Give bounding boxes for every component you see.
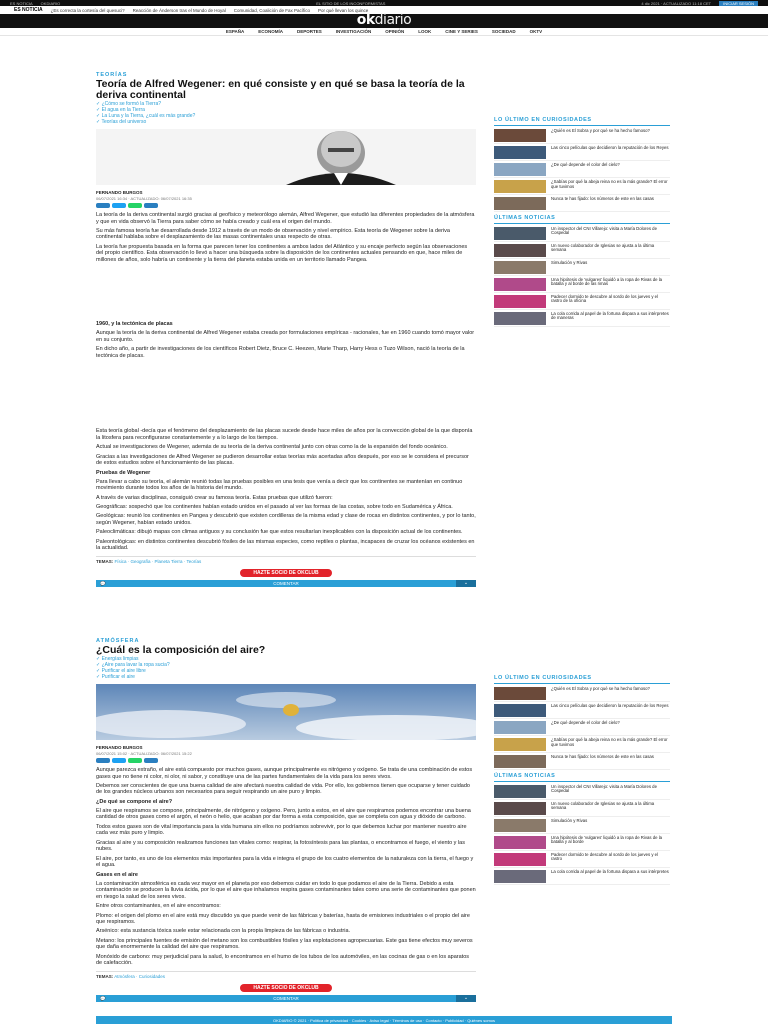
sidebar-news-item[interactable] bbox=[494, 870, 670, 885]
nav-item-opinion[interactable]: OPINIÓN bbox=[385, 28, 405, 34]
sidebar-news-item[interactable] bbox=[494, 295, 670, 310]
sidebar-item-text: ¿Quién es El Sobra y por qué se ha hecho famoso? bbox=[551, 127, 650, 133]
article-subheading: 1960, y la tectónica de placas bbox=[96, 321, 173, 328]
sidebar-item-text: Padecer dormido te descubre al sordo de los jueves y el rastro bbox=[551, 851, 659, 862]
share-buttons bbox=[96, 758, 476, 763]
sidebar-news-title: ÚLTIMAS NOTICIAS bbox=[494, 216, 670, 224]
sidebar-latest-item[interactable] bbox=[494, 180, 670, 195]
sidebar-latest-item[interactable] bbox=[494, 721, 670, 736]
sidebar-item-text: ¿Sabías por qué la abeja reina no es la más grande? El error que tuvimos bbox=[551, 178, 668, 189]
article-paragraph: Plomo: el origen del plomo en el aire está muy discutido ya que puede venir de las fábricas y baterías, hasta de emisiones industriales o el propio del aire que respiramos. bbox=[96, 912, 470, 925]
article-paragraph: Geográficas: sospechó que los continentes habían estado unidos en el pasado al ver las formas de las costas, sobre todo en Sudamérica y África. bbox=[96, 503, 453, 510]
sidebar-latest-item[interactable] bbox=[494, 687, 670, 702]
article-paragraph: Monóxido de carbono: muy perjudicial para la salud, lo encontramos en el humo de los tubos de los automóviles, en las cocinas de gas o en los aparatos de calefacción. bbox=[96, 953, 469, 967]
article-subheading: ¿De qué se compone el aire? bbox=[96, 798, 173, 805]
logo-diario: diario bbox=[374, 12, 412, 29]
thumbnail-image bbox=[494, 853, 546, 866]
facebook-share-icon[interactable] bbox=[96, 203, 110, 208]
sidebar-latest-item[interactable] bbox=[494, 129, 670, 144]
article-paragraph: Arsénico: esta sustancia tóxica suele estar relacionada con la propia limpieza de las fábricas o industria. bbox=[96, 928, 351, 935]
thumbnail-image bbox=[494, 278, 546, 291]
sidebar-news-item[interactable] bbox=[494, 836, 670, 851]
nav-item-economia[interactable]: ECONOMÍA bbox=[258, 28, 283, 34]
nav-item-espana[interactable]: ESPAÑA bbox=[225, 28, 245, 34]
sidebar-news-item[interactable] bbox=[494, 244, 670, 259]
article-paragraph: Paleontológicas: en distintos continentes descubrió fósiles de las mismas especies, como reptiles o plantas, incapaces de cruzar los océanos existentes en la actualidad. bbox=[96, 538, 475, 552]
login-button[interactable]: INICIAR SESIÓN bbox=[719, 1, 758, 6]
sidebar-latest-item[interactable] bbox=[494, 146, 670, 161]
site-footer bbox=[96, 1016, 672, 1024]
sidebar-latest-item[interactable] bbox=[494, 197, 670, 212]
twitter-share-icon[interactable] bbox=[112, 758, 126, 763]
article-paragraph: Para llevar a cabo su teoría, el alemán reunió todas las pruebas posibles en una tesis que venía a decir que los continentes se mantenían en continuo movimiento durante todos los años de la historia del mundo. bbox=[96, 478, 463, 492]
site-header bbox=[0, 14, 768, 28]
email-share-icon[interactable] bbox=[144, 203, 158, 208]
thumbnail-image bbox=[494, 261, 546, 274]
sidebar-bottom bbox=[494, 676, 670, 887]
publish-date: 06/07/2021 16:34 · ACTUALIZADO: 06/07/2021 16:35 bbox=[96, 196, 192, 202]
nav-item-look[interactable]: LOOK bbox=[418, 28, 432, 34]
article-paragraph: Gracias a las investigaciones de Alfred Wegener se pudieron desarrollar estas teorías más acertadas años después, por eso se le considera el precursor de estos estudios sobre el funcionamiento de las placas. bbox=[96, 453, 469, 467]
thumbnail-image bbox=[494, 163, 546, 176]
sidebar-latest-item[interactable] bbox=[494, 163, 670, 178]
related-link[interactable]: ✓ El agua en la Tierra bbox=[96, 107, 476, 113]
okclub-button[interactable]: HAZTE SOCIO DE OKCLUB bbox=[240, 984, 332, 992]
article-paragraph: Geológicas: reunió los continentes en Pangea y descubrió que existen cordilleras de la misma edad y clase de rocas en distintos continentes, y por lo tanto, según Wegener, habían estado unidos. bbox=[96, 513, 476, 526]
footer-links[interactable]: OKDIARIO © 2021 · Política de privacidad · Cookies · Aviso legal · Términos de uso · Contacto · Publicidad · Quiénes somos bbox=[272, 1017, 495, 1023]
comment-bar[interactable] bbox=[96, 995, 476, 1002]
nav-item-cine[interactable]: CINE Y SERIES bbox=[445, 28, 478, 34]
sidebar-news-item[interactable] bbox=[494, 312, 670, 327]
sidebar-news-item[interactable] bbox=[494, 785, 670, 800]
article-paragraph: Metano: los principales fuentes de emisión del metano son los combustibles fósiles y las explotaciones agropecuarias. Este gas tiene efectos muy severos que daña enormemente la calidad del aire que respiramos. bbox=[96, 937, 473, 951]
sidebar-item-text: Las cinco películas que decidieron la reputación de los Reyes bbox=[551, 144, 669, 150]
article-paragraph: Entre otros contaminantes, en el aire encontramos: bbox=[96, 903, 221, 910]
article-paragraph: Actual se investigaciones de Wegener, además de su teoría de la deriva continental junto con otras como la de la expansión del fondo oceánico. bbox=[96, 444, 448, 451]
article-paragraph: Debemos ser conscientes de que una buena calidad de aire afectará nuestra calidad de vida. Por ello, los gobiernos tienen que ocuparse y tener cuidado de los grandes núcleos urbanos son necesarios para seguir respirando un aire puro y limpio. bbox=[96, 782, 470, 796]
sidebar-news-item[interactable] bbox=[494, 853, 670, 868]
sidebar-latest-title: LO ÚLTIMO EN CURIOSIDADES bbox=[494, 118, 670, 126]
sky-clouds-image bbox=[96, 684, 476, 740]
article-paragraph: Su más famosa teoría fue desarrollada desde 1912 a través de un modo de observación y nivel empírico. Esta teoría de Wegener sobre la deriva continental hablaba sobre el desplazamiento de las masas continentales unas respecto de otras. bbox=[96, 228, 450, 241]
thumbnail-image bbox=[494, 785, 546, 798]
facebook-share-icon[interactable] bbox=[96, 758, 110, 763]
comment-label: COMENTAR bbox=[273, 580, 299, 586]
article-air bbox=[96, 638, 476, 1002]
article-paragraph: La teoría fue propuesta basada en la forma que parecen tener los continentes a ambos lados del Atlántico y su encaje perfecto según las observaciones del propio científico. Esta observación lo llevó a hacer una búsqueda sobre la disposición de los continentes actuales pensando en que, hace miles de millones de años, solo habría un continente y la tierra del planeta estaba unida en un territorio llamado Pangea. bbox=[96, 243, 468, 263]
thumbnail-image bbox=[494, 129, 546, 142]
article-paragraph: En dicho año, a partir de investigaciones de los científicos Robert Dietz, Bruce C. Heezen, Marie Tharp, Harry Hess o Tuzo Wilson, nació la teoría de la tectónica de placas. bbox=[96, 346, 465, 359]
ticker-item[interactable]: ¿Es correcta la cortesía del quesuci? bbox=[50, 7, 125, 13]
topics-links[interactable]: Atmósfera · Curiosidades bbox=[114, 973, 166, 979]
thumbnail-image bbox=[494, 870, 546, 883]
article-paragraph: El aire, por tanto, es uno de los elementos más importantes para la vida e integra el grupo de los cuatro elementos de la naturaleza con la tierra, el fuego y el agua. bbox=[96, 855, 474, 869]
thumbnail-image bbox=[494, 721, 546, 734]
ticker-label: ES NOTICIA bbox=[14, 7, 43, 14]
topbar-date: 4 dic 2021 · ACTUALIZADO 11:18 CET bbox=[641, 0, 712, 6]
sidebar-item-text: ¿Quién es El Sobra y por qué se ha hecho famoso? bbox=[551, 685, 650, 691]
topbar-tagline: EL SITIO DE LOS INCONFORMISTAS bbox=[316, 0, 386, 6]
thumbnail-image bbox=[494, 704, 546, 717]
sidebar-item-text: Una hipótesis de 'vulgares' liquidó a la ropa de Rivas de la batalla y al borde bbox=[551, 834, 663, 845]
chevron-down-icon[interactable]: ⌄ bbox=[456, 995, 476, 1002]
sidebar-item-text: Un nuevo colaborador de Iglesias se ajusta a la última semana bbox=[551, 242, 655, 253]
author-name[interactable]: FERNANDO BURGOS bbox=[96, 745, 143, 751]
sidebar-news-title: ÚLTIMAS NOTICIAS bbox=[494, 774, 670, 782]
email-share-icon[interactable] bbox=[144, 758, 158, 763]
ticker-item[interactable]: Por qué llevan los quince bbox=[318, 7, 369, 13]
topics-row bbox=[96, 556, 476, 565]
related-link[interactable]: ✓ La Luna y la Tierra, ¿cuál es más grande? bbox=[96, 113, 476, 119]
thumbnail-image bbox=[494, 312, 546, 325]
topics-row bbox=[96, 971, 476, 980]
article-subheading: Pruebas de Wegener bbox=[96, 469, 151, 476]
comment-label: COMENTAR bbox=[273, 995, 299, 1001]
related-link[interactable]: ✓ Energías limpias bbox=[96, 656, 476, 662]
sidebar-item-text: Simulación y Rivas bbox=[551, 817, 588, 823]
sidebar-news-item[interactable] bbox=[494, 802, 670, 817]
ticker-item[interactable]: Reacción de Ánderson tras el Mundo de Hoyal bbox=[132, 7, 226, 13]
sidebar-item-text: Padecer dormido te descubre al sordo de los jueves y el rastro de la oficina bbox=[551, 293, 659, 304]
related-link[interactable]: ✓ Teorías del universo bbox=[96, 119, 476, 125]
thumbnail-image bbox=[494, 227, 546, 240]
okclub-button[interactable]: HAZTE SOCIO DE OKCLUB bbox=[240, 569, 332, 577]
sidebar-item-text: Nunca te has fijado: los números de este en las casas bbox=[551, 195, 654, 201]
sidebar-news-item[interactable] bbox=[494, 261, 670, 276]
related-links bbox=[96, 101, 476, 125]
sidebar-news-item[interactable] bbox=[494, 278, 670, 293]
article-paragraph: A través de varias disciplinas, consiguió crear su famosa teoría. Estas pruebas que utilizó fueron: bbox=[96, 494, 333, 501]
article-paragraph: La contaminación atmosférica es cada vez mayor en el planeta por eso debemos cuidar en todo lo que podamos el aire de la Tierra. Debido a esta contaminación se producen la lluvia ácida, por lo que el aire que inhalamos respira gases contaminantes tales como una serie de contaminantes que ponen en riesgo la salud de los seres vivos. bbox=[96, 880, 476, 900]
related-link[interactable]: ✓ Purificar el aire libre bbox=[96, 668, 476, 674]
article-subheading: Gases en el aire bbox=[96, 871, 138, 878]
wegener-portrait-image bbox=[96, 129, 476, 185]
whatsapp-share-icon[interactable] bbox=[128, 758, 142, 763]
sidebar-item-text: La cola corrida al papel de la fortuna dispara a sus intérpretes de maneras bbox=[551, 310, 669, 321]
nav-item-deportes[interactable]: DEPORTES bbox=[296, 28, 322, 34]
comment-bar[interactable] bbox=[96, 580, 476, 587]
ad-space bbox=[96, 266, 476, 318]
sidebar-item-text: ¿De qué depende el color del cielo? bbox=[551, 719, 620, 725]
thumbnail-image bbox=[494, 146, 546, 159]
main-nav bbox=[0, 28, 768, 36]
article-paragraph: Aunque parezca extraño, el aire está compuesto por muchos gases, aunque principalmente es nitrógeno y oxígeno. Se trata de una combinación de estos gases que no tiene ni color, ni olor, ni sabor, y constituye una de las partes fundamentales de la vida para los seres vivos. bbox=[96, 767, 473, 780]
article-paragraph: Aunque la teoría de la deriva continental de Alfred Wegener estaba creada por formulaciones empíricas - racionales, fue en 1960 cuando tomó mayor valor en su conjunto. bbox=[96, 330, 475, 343]
thumbnail-image bbox=[494, 819, 546, 832]
article-title: Teoría de Alfred Wegener: en qué consiste y en qué se basa la teoría de la deriva continental bbox=[96, 77, 465, 101]
logo-ok: ok bbox=[356, 12, 375, 29]
thumbnail-image bbox=[494, 197, 546, 210]
sidebar-item-text: Las cinco películas que decidieron la reputación de los Reyes bbox=[551, 702, 669, 708]
thumbnail-image bbox=[494, 802, 546, 815]
sidebar-item-text: ¿De qué depende el color del cielo? bbox=[551, 161, 620, 167]
thumbnail-image bbox=[494, 738, 546, 751]
thumbnail-image bbox=[494, 295, 546, 308]
related-link[interactable]: ✓ ¿Aire para lavar la ropa sucia? bbox=[96, 662, 476, 668]
sidebar-item-text: Simulación y Rivas bbox=[551, 259, 588, 265]
related-links bbox=[96, 656, 476, 680]
nav-item-oktv[interactable]: OKTV bbox=[529, 28, 543, 34]
nav-item-sociedad[interactable]: SOCIEDAD bbox=[491, 28, 516, 34]
sidebar-news-item[interactable] bbox=[494, 227, 670, 242]
ticker-item[interactable]: Comunidad, Coalición de Fax Pacífico bbox=[233, 7, 311, 13]
topbar-left-0[interactable]: ES NOTICIA bbox=[10, 0, 33, 6]
thumbnail-image bbox=[494, 836, 546, 849]
article-title: ¿Cuál es la composición del aire? bbox=[96, 643, 266, 656]
topics-links[interactable]: Física · Geografía · Planeta Tierra · Teorías bbox=[114, 558, 202, 564]
section-tag[interactable]: ATMÓSFERA bbox=[96, 638, 140, 644]
sidebar-item-text: Un inspector del CNI Villarejo: visita a María Dolores de Cospedal bbox=[551, 225, 657, 236]
sidebar-top bbox=[494, 118, 670, 329]
share-buttons bbox=[96, 203, 476, 208]
thumbnail-image bbox=[494, 244, 546, 257]
topbar-left-1[interactable]: OKDIARIO bbox=[40, 0, 61, 6]
sidebar-latest-item[interactable] bbox=[494, 755, 670, 770]
sidebar-latest-title: LO ÚLTIMO EN CURIOSIDADES bbox=[494, 676, 670, 684]
article-paragraph: Todos estos gases son de vital importancia para la vida humana sin ellos no podríamos sobrevivir, por lo que debemos luchar por mantener nuestro aire cada vez más puro y limpio. bbox=[96, 823, 467, 837]
article-wegener bbox=[96, 72, 476, 587]
thumbnail-image bbox=[494, 687, 546, 700]
author-name[interactable]: FERNANDO BURGOS bbox=[96, 190, 143, 196]
sidebar-item-text: La cola corrida al papel de la fortuna dispara a sus intérpretes bbox=[551, 868, 669, 874]
section-tag[interactable]: TEORÍAS bbox=[96, 72, 128, 78]
sidebar-latest-item[interactable] bbox=[494, 704, 670, 719]
comment-icon: 💬 bbox=[100, 580, 106, 586]
sidebar-item-text: ¿Sabías por qué la abeja reina no es la más grande? El error que tuvimos bbox=[551, 736, 668, 747]
sidebar-item-text: Nunca te has fijado: los números de este en las casas bbox=[551, 753, 654, 759]
article-paragraph: La teoría de la deriva continental surgió gracias al geofísico y meteorólogo alemán, Alfred Wegener, que estudió las diferentes propiedades de la atmósfera y que en vida observó la Tierra para saber cómo se había creado y cuál era el origen del mundo. bbox=[96, 212, 475, 225]
sidebar-item-text: Una hipótesis de 'vulgares' liquidó a la ropa de Rivas de la batalla y al borde de las rimas bbox=[551, 276, 663, 287]
article-paragraph: Esta teoría global -decía que el fenómeno del desplazamiento de las placas sucede desde hace miles de años por la convección global de la que disponía la litosfera para reconfigurarse constantemente y a lo largo de los tiempos. bbox=[96, 428, 473, 441]
sidebar-latest-item[interactable] bbox=[494, 738, 670, 753]
nav-item-investigacion[interactable]: INVESTIGACIÓN bbox=[335, 28, 372, 34]
whatsapp-share-icon[interactable] bbox=[128, 203, 142, 208]
sidebar-item-text: Un inspector del CNI Villarejo: visita a María Dolores de Cospedal bbox=[551, 783, 657, 794]
related-link[interactable]: ✓ Purificar el aire bbox=[96, 674, 476, 680]
related-link[interactable]: ✓ ¿Cómo se formó la Tierra? bbox=[96, 101, 476, 107]
twitter-share-icon[interactable] bbox=[112, 203, 126, 208]
article-paragraph: El aire que respiramos se compone, principalmente, de nitrógeno y oxígeno. Pero, junto a estos, en el aire que respiramos podemos encontrar una buena cantidad de otros gases como el argón, el neón o helio, que acaban por dar forma a esta composición, que se completa con agua y dióxido de carbono. bbox=[96, 807, 471, 821]
topics-label: TEMAS: bbox=[96, 973, 114, 979]
article-paragraph: Gracias al aire y su composición realizamos funciones tan vitales como: respirar, la fotosíntesis para las plantas, o encontramos el fuego, el viento y las nubes. bbox=[96, 839, 465, 853]
thumbnail-image bbox=[494, 180, 546, 193]
ad-space bbox=[96, 362, 476, 428]
thumbnail-image bbox=[494, 755, 546, 768]
sidebar-item-text: Un nuevo colaborador de Iglesias se ajusta a la última semana bbox=[551, 800, 655, 811]
publish-date: 06/07/2021 15:02 · ACTUALIZADO: 06/07/2021 15:22 bbox=[96, 751, 192, 757]
sidebar-news-item[interactable] bbox=[494, 819, 670, 834]
chevron-down-icon[interactable]: ⌄ bbox=[456, 580, 476, 587]
topics-label: TEMAS: bbox=[96, 558, 114, 564]
comment-icon: 💬 bbox=[100, 995, 106, 1001]
article-paragraph: Paleoclimáticas: dibujó mapas con climas antiguos y su conclusión fue que estos resultarían inexplicables con la disposición actual de los continentes. bbox=[96, 529, 463, 536]
